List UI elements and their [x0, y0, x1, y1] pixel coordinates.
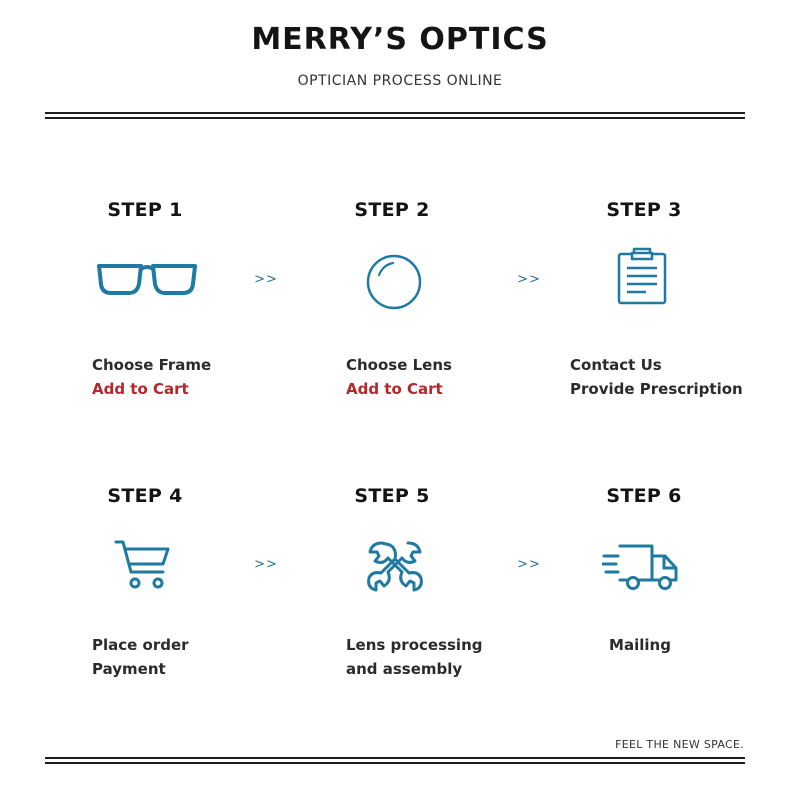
step-2-text — [346, 353, 452, 401]
step-1-line1: Choose Frame — [92, 356, 212, 374]
step-2-add-to-cart[interactable]: Add to Cart — [346, 380, 443, 398]
step-1-add-to-cart[interactable]: Add to Cart — [92, 380, 189, 398]
brand-title: MERRY’S OPTICS — [251, 22, 549, 57]
step-2-title: STEP 2 — [354, 199, 430, 221]
step-1-text — [92, 353, 211, 401]
step-5-title: STEP 5 — [354, 485, 430, 507]
step-4-line2: Payment — [92, 660, 166, 678]
shopping-cart-icon — [114, 538, 172, 592]
arrow-4-5: >> — [254, 557, 278, 572]
tools-icon — [366, 539, 424, 595]
step-4-line1: Place order — [92, 636, 189, 654]
step-6-title: STEP 6 — [606, 485, 682, 507]
glasses-icon — [96, 262, 198, 296]
step-3-text — [570, 353, 743, 401]
delivery-truck-icon — [602, 542, 680, 592]
step-3-line2: Provide Prescription — [570, 380, 743, 398]
step-2-line1: Choose Lens — [346, 356, 452, 374]
footer-tagline: FEEL THE NEW SPACE. — [615, 738, 744, 751]
lens-icon — [365, 253, 423, 311]
arrow-1-2: >> — [254, 272, 278, 287]
step-4-title: STEP 4 — [107, 485, 183, 507]
step-5-line1: Lens processing — [346, 636, 483, 654]
arrow-2-3: >> — [517, 272, 541, 287]
step-3-line1: Contact Us — [570, 356, 662, 374]
brand-subtitle: OPTICIAN PROCESS ONLINE — [297, 73, 503, 89]
step-3-title: STEP 3 — [606, 199, 682, 221]
footer-divider — [45, 757, 745, 764]
arrow-5-6: >> — [517, 557, 541, 572]
step-5-line2: and assembly — [346, 660, 463, 678]
header-divider — [45, 112, 745, 119]
step-6-line1: Mailing — [609, 636, 671, 654]
step-4-text — [92, 633, 189, 681]
clipboard-icon — [616, 246, 668, 306]
step-6-text — [580, 633, 700, 657]
step-5-text — [346, 633, 482, 681]
step-1-title: STEP 1 — [107, 199, 183, 221]
